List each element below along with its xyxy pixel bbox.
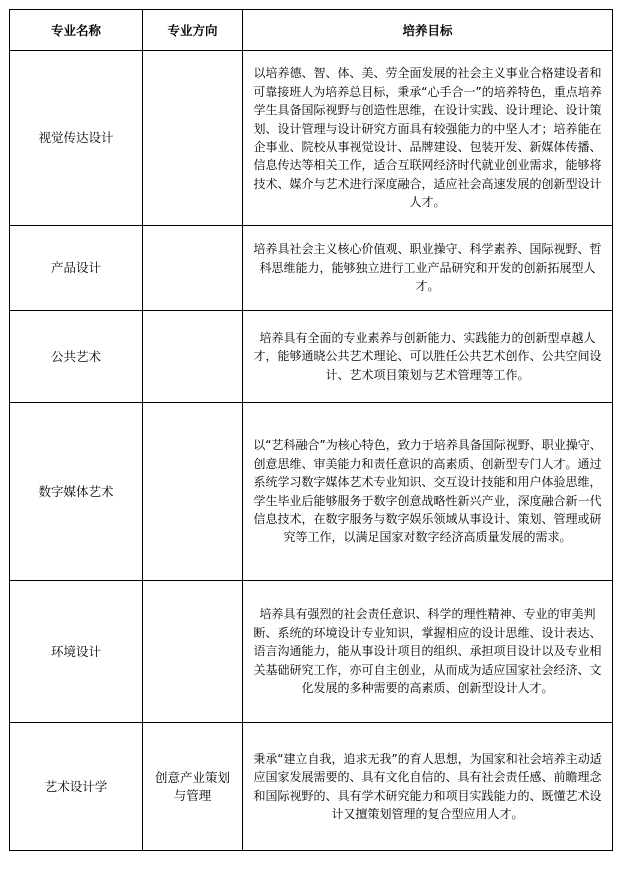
table-row [10,723,613,851]
table-row [10,581,613,723]
major-name: 环境设计 [10,581,143,723]
header-name: 专业名称 [10,10,143,51]
major-name: 产品设计 [10,226,143,311]
major-goal-text: 培养具有强烈的社会责任意识、科学的理性精神、专业的审美判断、系统的环境设计专业知识，掌握相应的设计思维、设计表达、语言沟通能力，能从事设计项目的组织、承担项目设计以及专业相关基础研究工作，亦可自主创业，从而成为适应国家社会经济、文化发展的多种需要的高素质、创新型设计人才。 [253,607,602,696]
major-direction [143,311,243,403]
major-direction [143,51,243,226]
major-direction [143,403,243,581]
major-name: 公共艺术 [10,311,143,403]
header-direction: 专业方向 [143,10,243,51]
major-goal [243,723,613,851]
table-row [10,311,613,403]
majors-table [9,9,613,851]
major-name: 视觉传达设计 [10,51,143,226]
major-direction-text: 创意产业策划与管理 [154,769,230,803]
major-direction [143,581,243,723]
major-goal [243,311,613,403]
table-row [10,51,613,226]
major-goal-text: 秉承“建立自我，追求无我”的育人思想，为国家和社会培养主动适应国家发展需要的、具有文化自信的、具有社会责任感、前瞻理念和国际视野的、具有学术研究能力和项目实践能力的、既懂艺术设计又擅策划管理的复合型应用人才。 [253,751,602,821]
major-goal-text: 以“艺科融合”为核心特色，致力于培养具备国际视野、职业操守、创意思维、审美能力和责任意识的高素质、创新型专门人才。通过系统学习数字媒体艺术专业知识、交互设计技能和用户体验思维，学生毕业后能够服务于数字创意战略性新兴产业，深度融合新一代信息技术，在数字服务与数字娱乐领域从事设计、策划、管理或研究等工作，以满足国家对数字经济高质量发展的需求。 [253,438,602,545]
header-goal: 培养目标 [243,10,613,51]
major-goal [243,51,613,226]
major-goal-text: 培养具有全面的专业素养与创新能力、实践能力的创新型卓越人才，能够通晓公共艺术理论、可以胜任公共艺术创作、公共空间设计、艺术项目策划与艺术管理等工作。 [253,330,602,382]
major-goal [243,226,613,311]
header-row [10,10,613,51]
major-direction [143,226,243,311]
major-name: 艺术设计学 [10,723,143,851]
major-goal [243,581,613,723]
major-goal-text: 以培养德、智、体、美、劳全面发展的社会主义事业合格建设者和可靠接班人为培养总目标，秉承“心手合一”的培养特色，重点培养学生具备国际视野与创造性思维，在设计实践、设计理论、设计策划、设计管理与设计研究方面具有较强能力的中坚人才；培养能在企事业、院校从事视觉设计、品牌建设、包装开发、新媒体传播、信息传达等相关工作，适合互联网经济时代就业创业需求，能够将技术、媒介与艺术进行深度融合，适应社会高速发展的创新型设计人才。 [253,66,602,210]
major-direction [143,723,243,851]
table-row [10,226,613,311]
table-row [10,403,613,581]
major-goal [243,403,613,581]
major-goal-text: 培养具社会主义核心价值观、职业操守、科学素养、国际视野、哲科思维能力，能够独立进行工业产品研究和开发的创新拓展型人才。 [253,242,602,294]
major-name: 数字媒体艺术 [10,403,143,581]
